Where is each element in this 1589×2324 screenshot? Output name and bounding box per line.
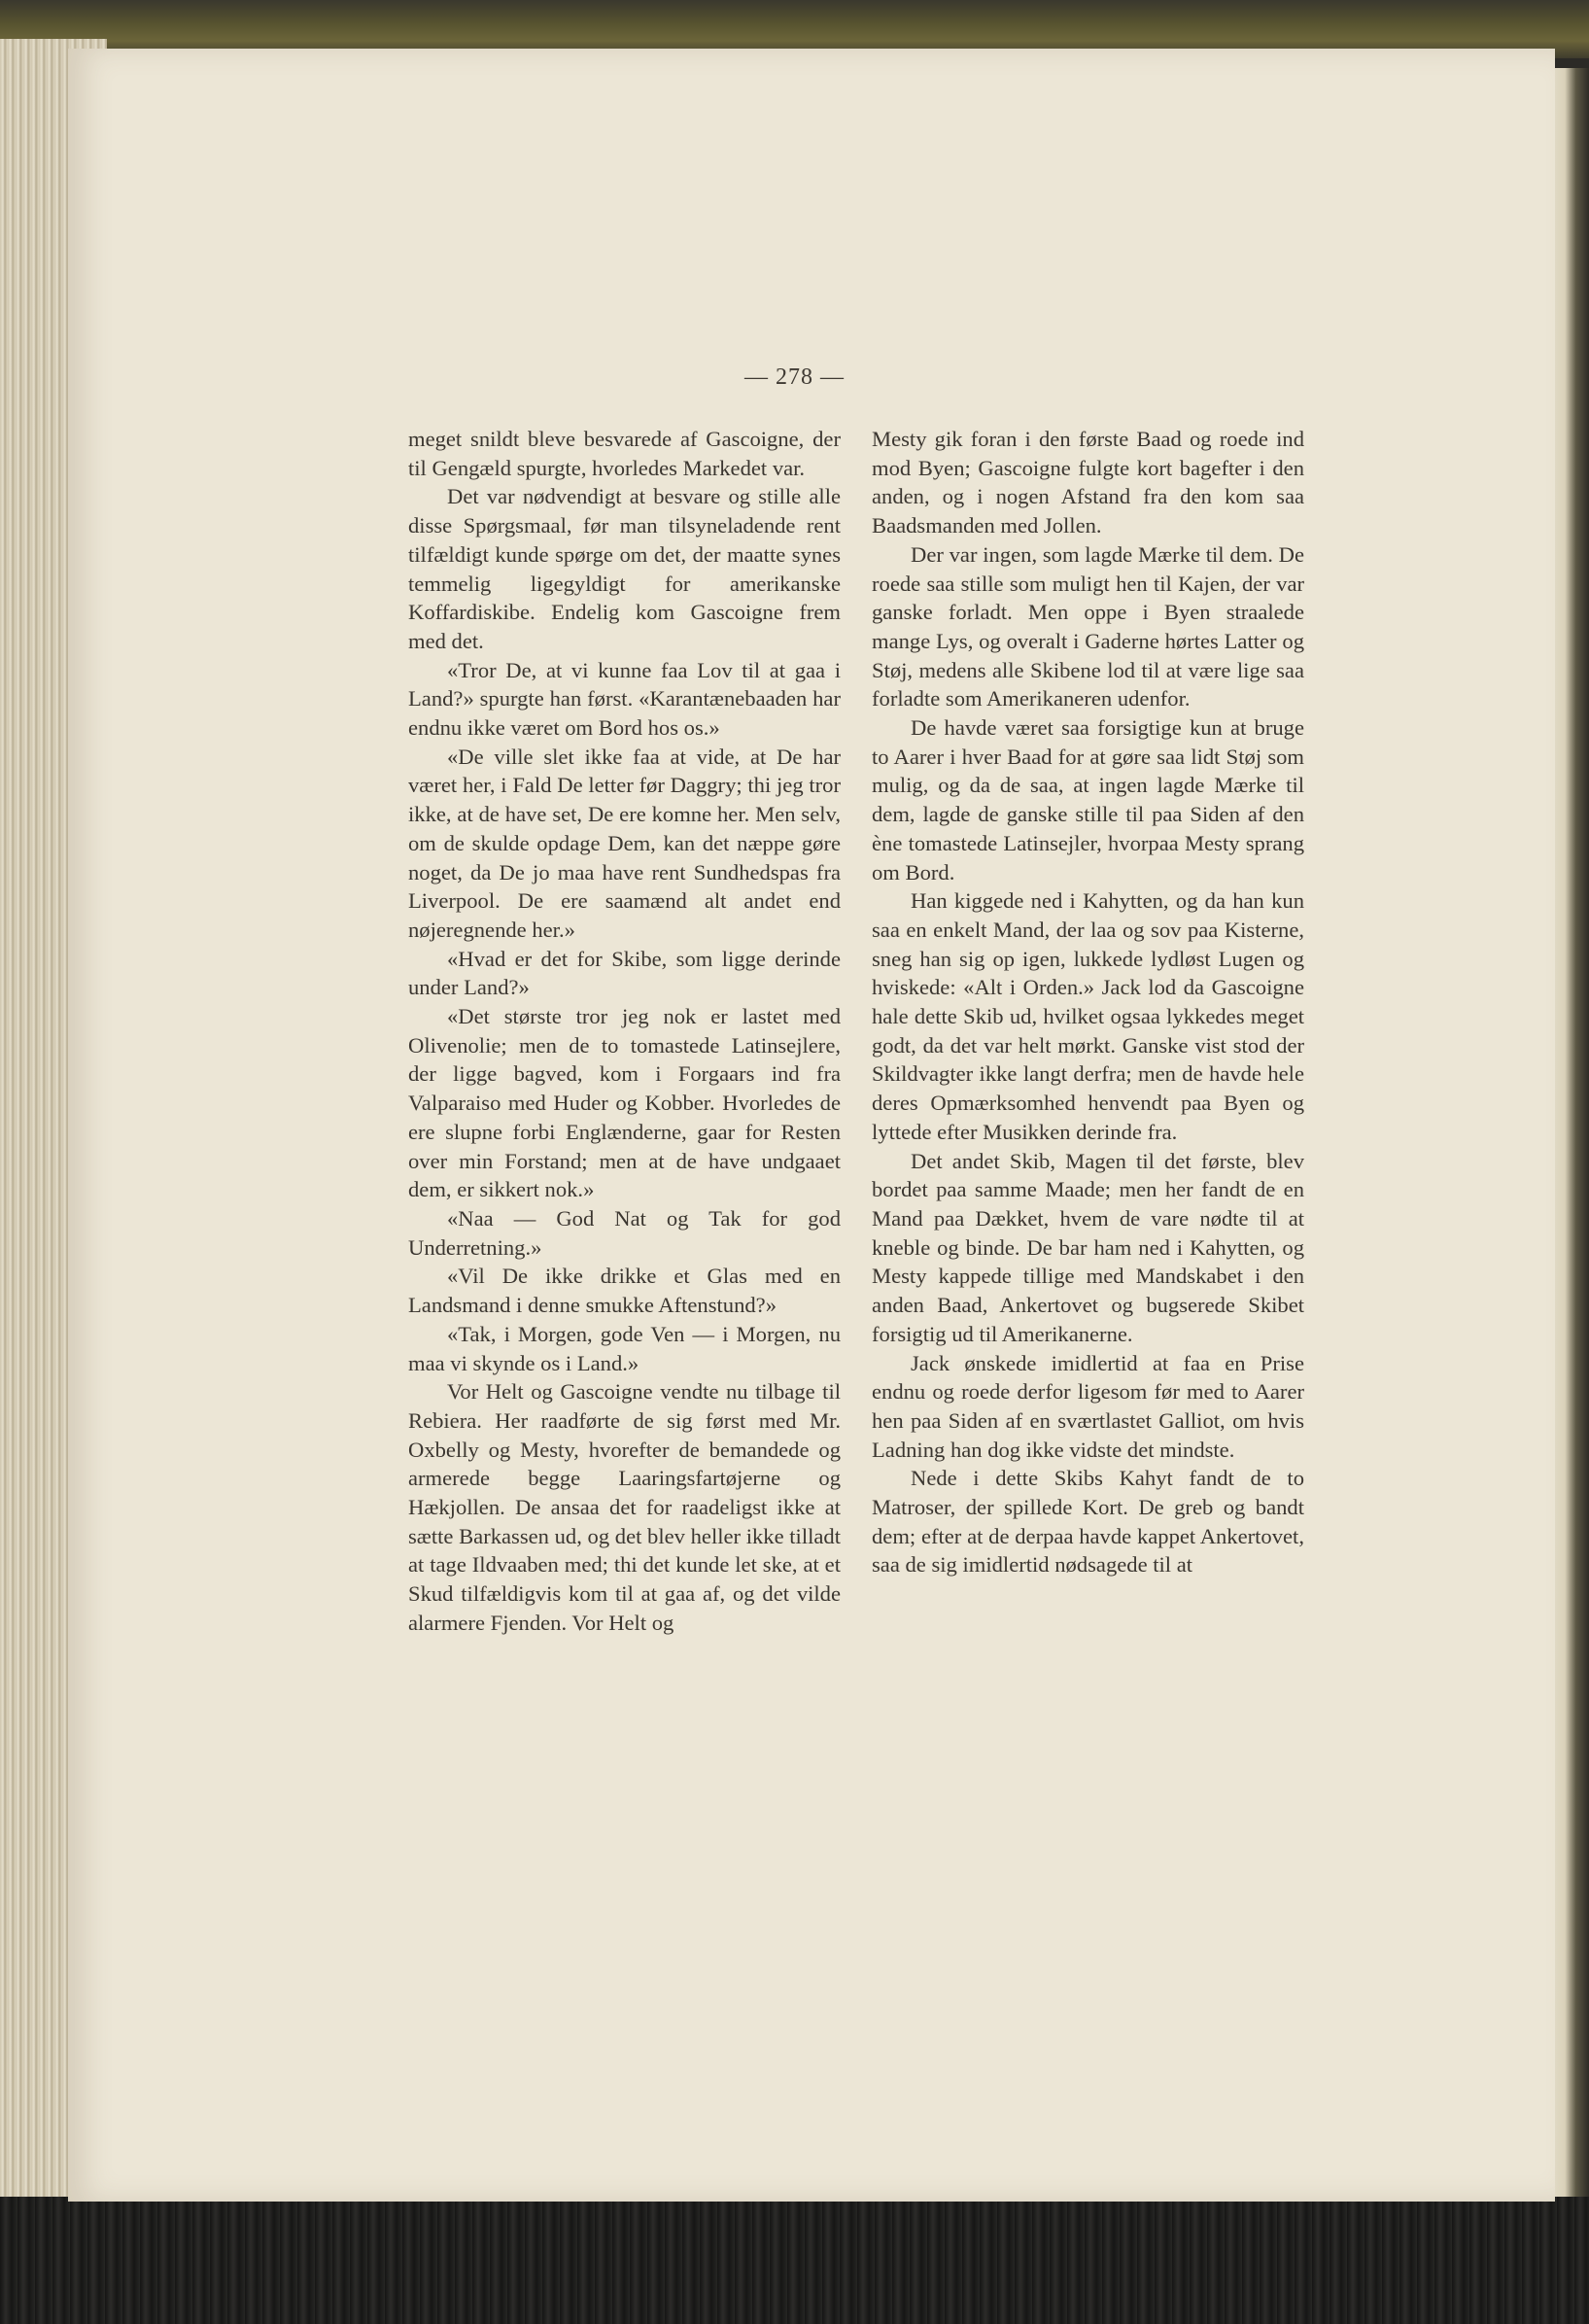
page-number: — 278 —	[744, 364, 845, 390]
right-paragraph-2: Der var ingen, som lagde Mærke til dem. De roede saa stille som muligt hen til Kajen, der var ganske forladt. Men oppe i Byen straalede mange Lys, og overalt i Gaderne hørtes Latter og Støj, medens alle Skibene lod til at være lige saa forladte som Amerikaneren udenfor.	[872, 541, 1304, 711]
left-paragraph-4: «De ville slet ikke faa at vide, at De har været her, i Fald De letter før Daggry; thi jeg tror ikke, at de have set, De ere komne her. Men selv, om de skulde opdage Dem, kan det næppe gøre noget, da De jo maa have rent Sundhedspas fra Liverpool. De ere saamænd alt andet end nøjeregnende her.»	[408, 744, 841, 942]
left-paragraph-2: Det var nødvendigt at besvare og stille alle disse Spørgsmaal, før man tilsyneladende rent tilfældigt kunde spørge om det, der maatte synes temmelig ligegyldigt for amerikanske Koffardiskibe. Endelig kom Gascoigne frem med det.	[408, 484, 841, 653]
right-paragraph-4: Han kiggede ned i Kahytten, og da han kun saa en enkelt Mand, der laa og sov paa Kisterne, sneg han sig op igen, lukkede lydløst Lugen og hviskede: «Alt i Orden.» Jack lod da Gascoigne hale dette Skib ud, hvilket ogsaa lykkedes meget godt, da det var helt mørkt. Ganske vist stod der Skildvagter ikke langt derfra; men de havde hele deres Opmærksomhed henvendt paa Byen og lyttede efter Musikken derinde fra.	[872, 888, 1304, 1144]
right-paragraph-5: Det andet Skib, Magen til det første, blev bordet paa samme Maade; men her fandt de en Mand paa Dækket, hvem de vare nødte til at kneble og binde. De bar ham ned i Kahytten, og Mesty kappede tillige med Mandskabet i den anden Baad, Ankertovet og bugserede Skibet forsigtig ud til Amerikanerne.	[872, 1148, 1304, 1346]
left-paragraph-1: meget snildt bleve besvarede af Gascoigne, der til Gengæld spurgte, hvorledes Markedet var.	[408, 427, 841, 480]
left-text-column	[408, 425, 841, 1638]
left-paragraph-5: «Hvad er det for Skibe, som ligge derinde under Land?»	[408, 946, 841, 1000]
left-paragraph-8: «Vil De ikke drikke et Glas med en Landsmand i denne smukke Aftenstund?»	[408, 1264, 841, 1318]
right-paragraph-6: Jack ønskede imidlertid at faa en Prise endnu og roede derfor ligesom før med to Aarer hen paa Siden af en sværtlastet Galliot, om hvis Ladning han dog ikke vidste det mindste.	[872, 1350, 1304, 1462]
left-paragraph-10: Vor Helt og Gascoigne vendte nu tilbage til Rebiera. Her raadførte de sig først med Mr. Oxbelly og Mesty, hvorefter de bemandede og armerede begge Laaringsfartøjerne og Hækjollen. De ansaa det for raadeligst ikke at sætte Barkassen ud, og det blev heller ikke tilladt at tage Ildvaaben med; thi det kunde let ske, at et Skud tilfældigvis kom til at gaa af, og det vilde alarmere Fjenden. Vor Helt og	[408, 1379, 841, 1635]
book-bottom-edge	[0, 2197, 1589, 2324]
left-paragraph-7: «Naa — God Nat og Tak for god Underretning.»	[408, 1205, 841, 1260]
right-paragraph-1: Mesty gik foran i den første Baad og roede ind mod Byen; Gascoigne fulgte kort bagefter i den anden, og i nogen Afstand fra den kom saa Baadsmanden med Jollen.	[872, 427, 1304, 538]
right-paragraph-3: De havde været saa forsigtige kun at bruge to Aarer i hver Baad for at gøre saa lidt Støj som mulig, og da de saa, at ingen lagde Mærke til dem, lagde de ganske stille til paa Siden af den ène tomastede Latinsejler, hvorpaa Mesty sprang om Bord.	[872, 715, 1304, 885]
left-paragraph-9: «Tak, i Morgen, gode Ven — i Morgen, nu maa vi skynde os i Land.»	[408, 1321, 841, 1375]
left-paragraph-3: «Tror De, at vi kunne faa Lov til at gaa i Land?» spurgte han først. «Karantænebaaden har endnu ikke været om Bord hos os.»	[408, 657, 841, 741]
left-paragraph-6: «Det største tror jeg nok er lastet med Olivenolie; men de to tomastede Latinsejlere, der ligge bagved, kom i Forgaars ind fra Valparaiso med Huder og Kobber. Hvorledes de ere slupne forbi Englænderne, gaar for Resten over min Forstand; men at de have undgaaet dem, er sikkert nok.»	[408, 1004, 841, 1202]
right-paragraph-7: Nede i dette Skibs Kahyt fandt de to Matroser, der spillede Kort. De greb og bandt dem; efter at de derpaa havde kappet Ankertovet, saa de sig imidlertid nødsagede til at	[872, 1466, 1304, 1578]
right-text-column	[872, 425, 1304, 1579]
